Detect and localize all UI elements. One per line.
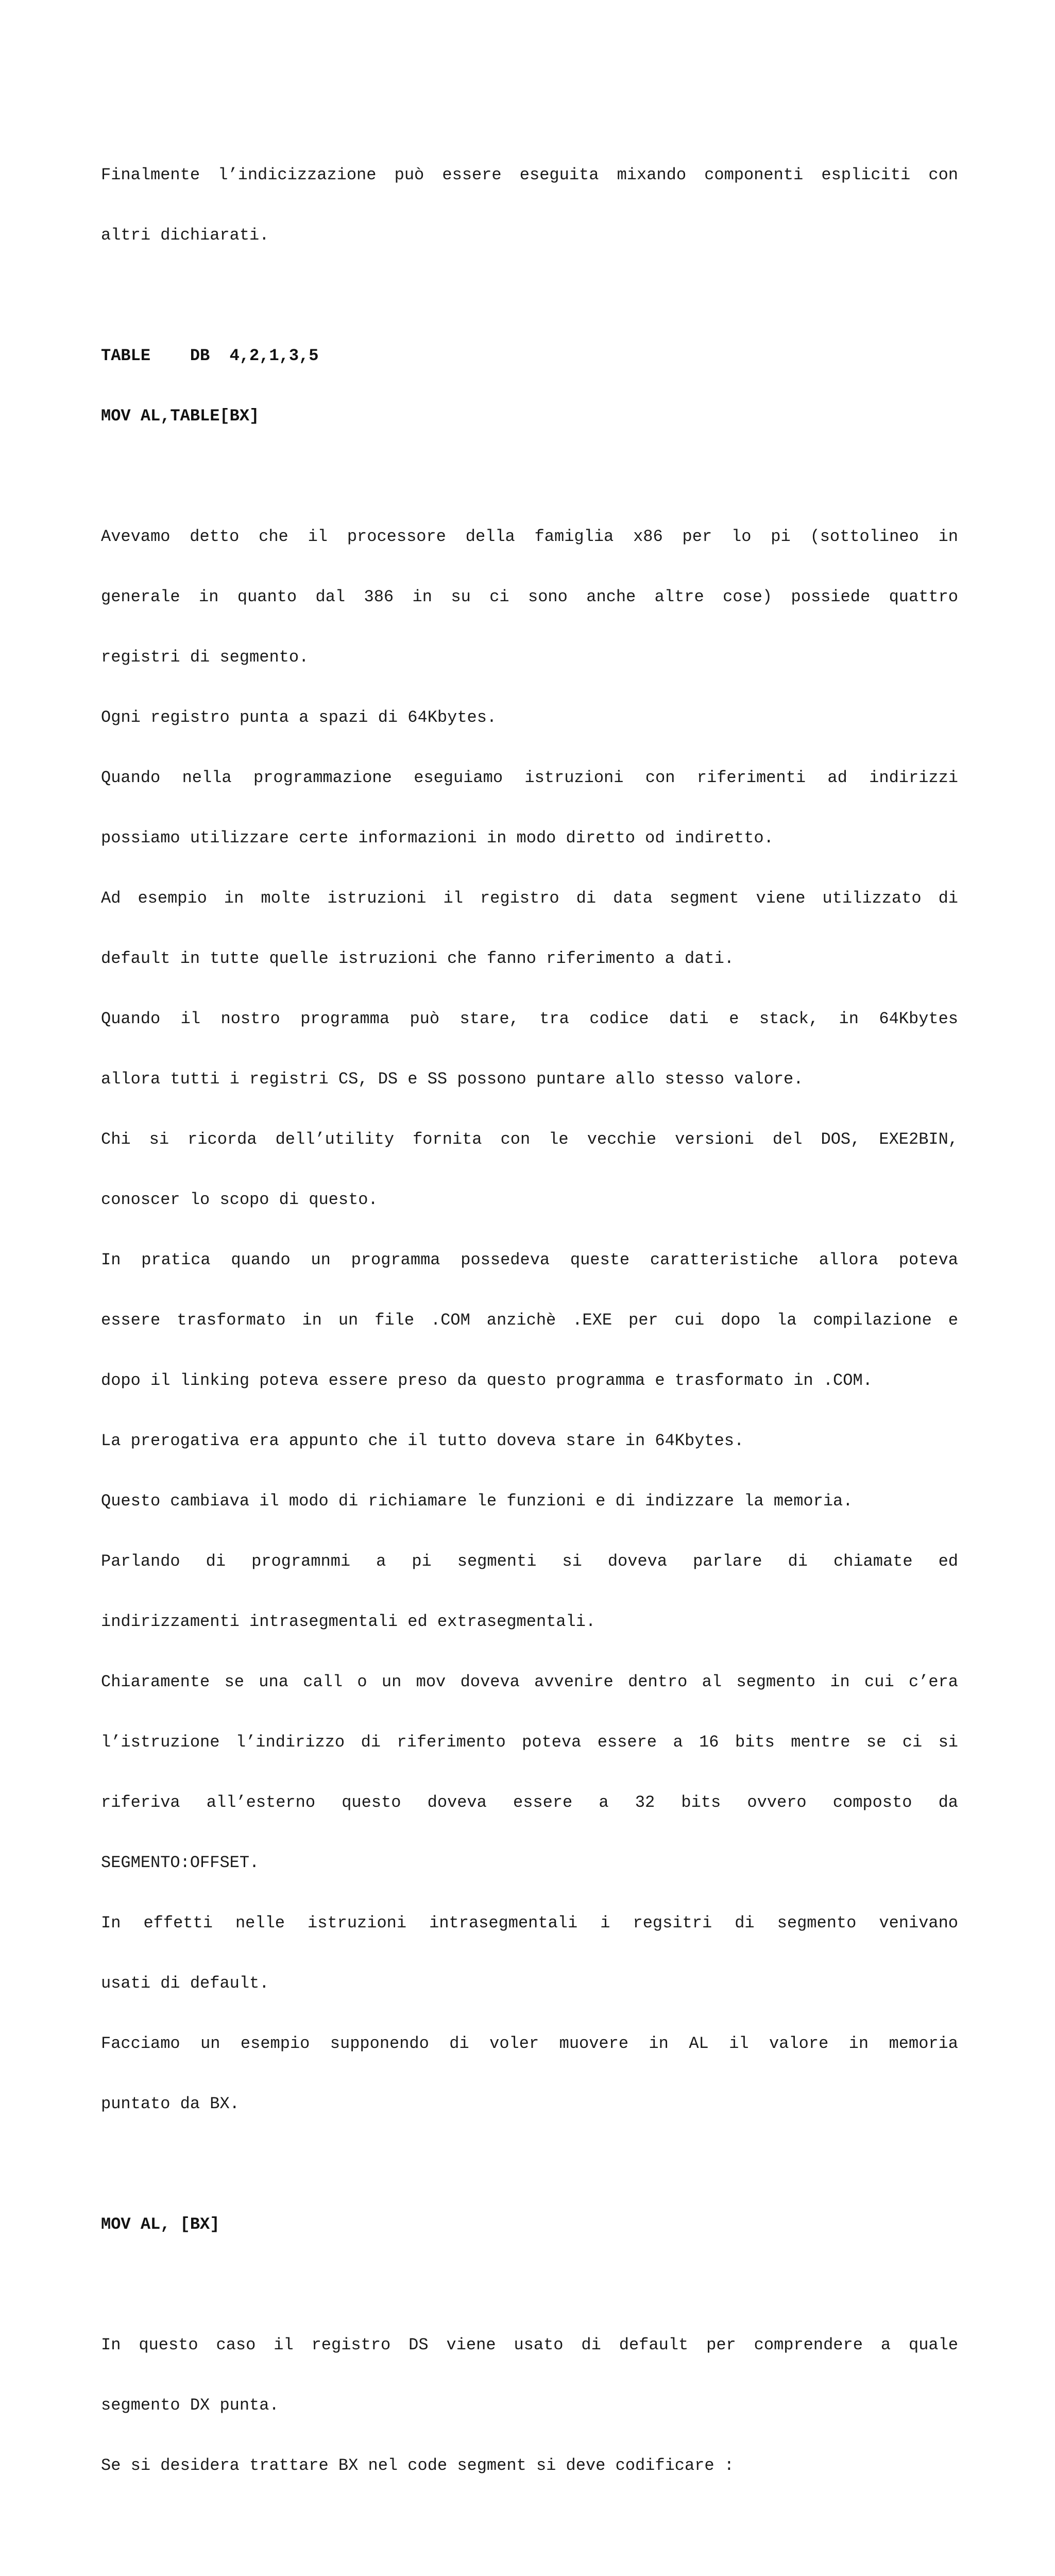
text-line: Chi si ricorda dell’utility fornita con le vecchie versioni del DOS, EXE2BIN,: [101, 1130, 958, 1149]
text-line: generale in quanto dal 386 in su ci sono anche altre cose) possiede quattro: [101, 587, 958, 606]
blank-line: [101, 2154, 958, 2174]
code-line: TABLE DB 4,2,1,3,5: [101, 346, 319, 365]
blank-line: [101, 2516, 958, 2536]
text-line: l’istruzione l’indirizzo di riferimento poteva essere a 16 bits mentre se ci si: [101, 1733, 958, 1752]
text-line: Questo cambiava il modo di richiamare le funzioni e di indizzare la memoria.: [101, 1492, 853, 1511]
text-line: dopo il linking poteva essere preso da questo programma e trasformato in .COM.: [101, 1371, 873, 1390]
text-line: Avevamo detto che il processore della famiglia x86 per lo pi (sottolineo in: [101, 527, 958, 546]
blank-line: [101, 466, 958, 486]
text-line: SEGMENTO:OFFSET.: [101, 1853, 260, 1872]
intro-paragraph: [101, 125, 958, 285]
text-line: usati di default.: [101, 1974, 269, 1993]
ds-default-paragraph: [101, 2295, 958, 2516]
segment-registers-paragraph: [101, 486, 958, 2154]
text-line: essere trasformato in un file .COM anzichè .EXE per cui dopo la compilazione e: [101, 1311, 958, 1330]
text-line: conoscer lo scopo di questo.: [101, 1190, 378, 1209]
text-line: allora tutti i registri CS, DS e SS possono puntare allo stesso valore.: [101, 1070, 804, 1089]
text-line: Se si desidera trattare BX nel code segment si deve codificare :: [101, 2456, 734, 2475]
code-line: MOV AL,TABLE[BX]: [101, 406, 260, 426]
text-line: Ogni registro punta a spazi di 64Kbytes.: [101, 708, 497, 727]
text-line: registri di segmento.: [101, 648, 309, 667]
text-line: indirizzamenti intrasegmentali ed extrasegmentali.: [101, 1612, 596, 1631]
text-line: riferiva all’esterno questo doveva essere a 32 bits ovvero composto da: [101, 1793, 958, 1812]
text-line: segmento DX punta.: [101, 2396, 279, 2415]
text-line: default in tutte quelle istruzioni che fanno riferimento a dati.: [101, 949, 734, 968]
text-line: Ad esempio in molte istruzioni il registro di data segment viene utilizzato di: [101, 889, 958, 908]
text-line: Quando nella programmazione eseguiamo istruzioni con riferimenti ad indirizzi: [101, 768, 958, 787]
text-line: Parlando di programnmi a pi segmenti si doveva parlare di chiamate ed: [101, 1552, 958, 1571]
code-block-table: [101, 306, 958, 466]
document-page: [101, 125, 958, 2576]
blank-line: [101, 2275, 958, 2295]
text-line: In effetti nelle istruzioni intrasegmentali i regsitri di segmento venivano: [101, 1913, 958, 1933]
text-line: altri dichiarati.: [101, 226, 269, 245]
blank-line: [101, 285, 958, 306]
text-line: Quando il nostro programma può stare, tra codice dati e stack, in 64Kbytes: [101, 1009, 958, 1028]
code-line: MOV AL, [BX]: [101, 2215, 220, 2234]
text-line: Chiaramente se una call o un mov doveva avvenire dentro al segmento in cui c’era: [101, 1672, 958, 1691]
text-line: Facciamo un esempio supponendo di voler muovere in AL il valore in memoria: [101, 2034, 958, 2053]
text-line: puntato da BX.: [101, 2094, 240, 2113]
code-block-cs-mov: [101, 2536, 958, 2576]
text-line: possiamo utilizzare certe informazioni in modo diretto od indiretto.: [101, 828, 774, 848]
text-line: La prerogativa era appunto che il tutto doveva stare in 64Kbytes.: [101, 1431, 744, 1450]
code-block-mov: [101, 2174, 958, 2275]
text-line: Finalmente l’indicizzazione può essere eseguita mixando componenti espliciti con: [101, 165, 958, 184]
text-line: In pratica quando un programma possedeva queste caratteristiche allora poteva: [101, 1250, 958, 1269]
text-line: In questo caso il registro DS viene usato di default per comprendere a quale: [101, 2335, 958, 2354]
